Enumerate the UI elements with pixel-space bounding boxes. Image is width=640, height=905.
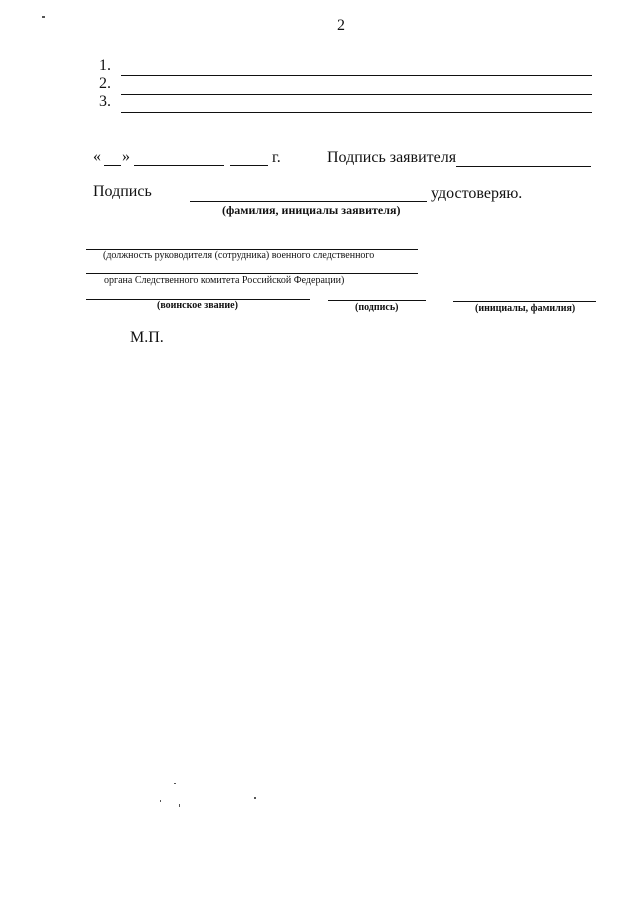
date-day-line	[104, 165, 121, 166]
list-item-number: 2.	[99, 75, 111, 92]
certify-text: удостоверяю.	[431, 185, 523, 202]
date-year-line	[230, 165, 268, 166]
seal-placeholder: М.П.	[130, 329, 164, 346]
scan-artifact	[160, 800, 161, 802]
list-item-number: 1.	[99, 57, 111, 74]
list-item-line	[121, 94, 592, 95]
date-quote-open: «	[93, 148, 101, 165]
official-name-line	[453, 301, 596, 302]
list-item-line	[121, 112, 592, 113]
applicant-name-caption: (фамилия, инициалы заявителя)	[222, 203, 401, 217]
date-month-line	[134, 165, 224, 166]
signature-label: Подпись	[93, 183, 152, 200]
rank-caption: (воинское звание)	[157, 300, 238, 311]
date-quote-close: »	[122, 148, 130, 165]
applicant-name-line	[190, 201, 427, 202]
position-line-2	[86, 273, 418, 274]
scan-artifact	[254, 797, 256, 799]
page-number: 2	[337, 17, 345, 34]
scan-artifact	[179, 804, 180, 807]
applicant-signature-label: Подпись заявителя	[327, 149, 457, 166]
scan-artifact	[42, 16, 45, 18]
applicant-signature-line	[456, 166, 591, 167]
date-year-suffix: г.	[272, 149, 281, 166]
list-item-number: 3.	[99, 93, 111, 110]
official-signature-line	[328, 300, 426, 301]
position-caption-2: органа Следственного комитета Российской Федерации)	[104, 275, 345, 286]
position-caption-1: (должность руководителя (сотрудника) военного следственного	[103, 250, 375, 261]
official-name-caption: (инициалы, фамилия)	[475, 303, 576, 314]
list-item-line	[121, 75, 592, 76]
scan-artifact	[174, 783, 176, 784]
official-signature-caption: (подпись)	[355, 302, 399, 313]
